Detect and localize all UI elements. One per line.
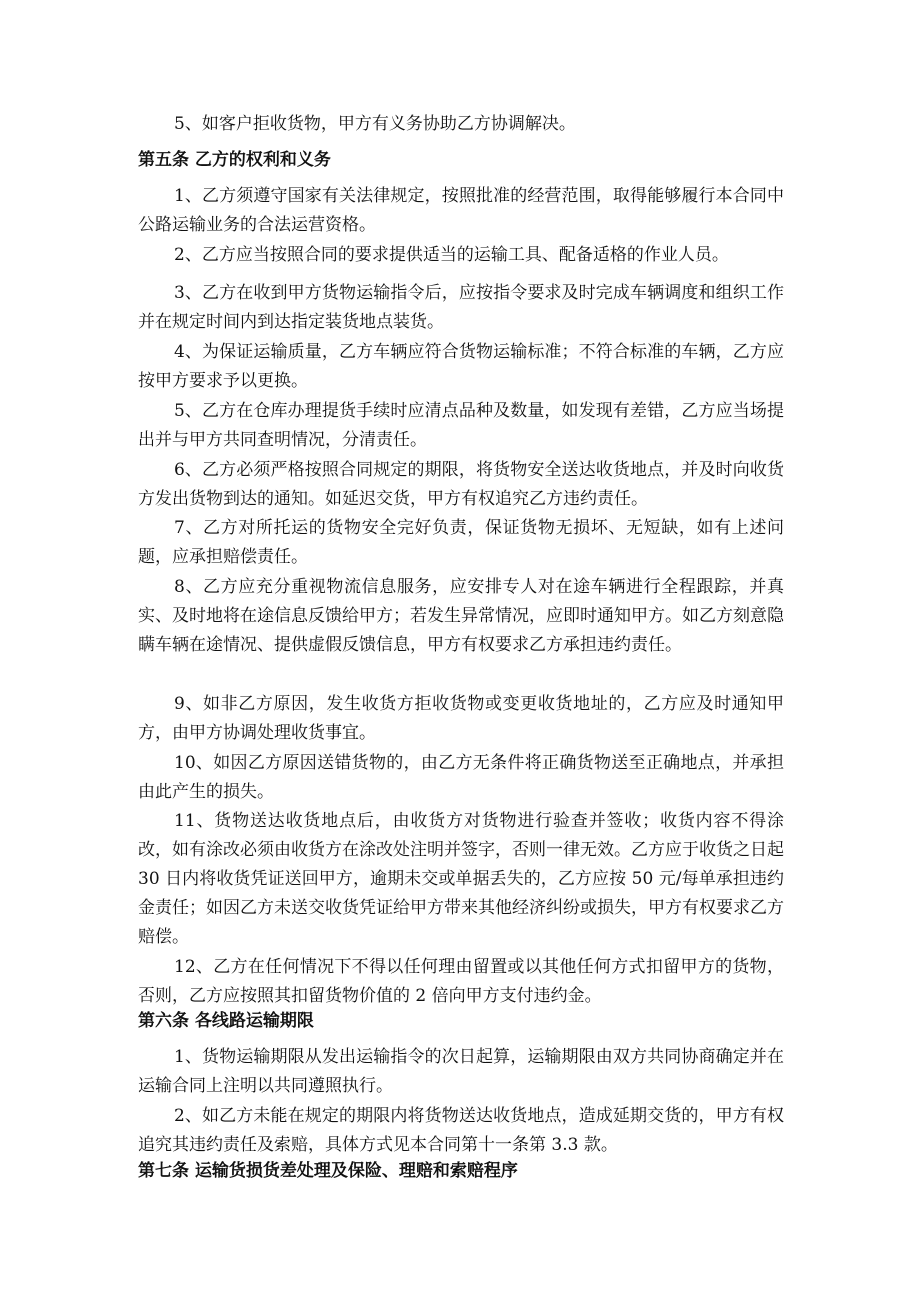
article-7-heading: 第七条 运输货损货差处理及保险、理赔和索赔程序	[138, 1161, 518, 1181]
paragraph-5-10: 10、如因乙方原因送错货物的，由乙方无条件将正确货物送至正确地点，并承担由此产生的损失。	[138, 753, 784, 802]
paragraph-6-2: 2、如乙方未能在规定的期限内将货物送达收货地点，造成延期交货的，甲方有权追究其违约责任及索赔，具体方式见本合同第十一条第 3.3 款。	[138, 1106, 784, 1155]
paragraph-5-11: 11、货物送达收货地点后，由收货方对货物进行验查并签收；收货内容不得涂改，如有涂改必须由收货方在涂改处注明并签字，否则一律无效。乙方应于收货之日起 30 日内将收货凭证送回甲方，逾期未交或单据丢失的，乙方应按 50 元/每单承担违约金责任；如因乙方未送交收货凭证给甲方带来其他经济纠纷或损失，甲方有权要求乙方赔偿。	[138, 811, 784, 947]
paragraph-5-6: 6、乙方必须严格按照合同规定的期限，将货物安全送达收货地点，并及时向收货方发出货物到达的通知。如延迟交货，甲方有权追究乙方违约责任。	[138, 460, 784, 509]
article-6-heading: 第六条 各线路运输期限	[138, 1011, 314, 1031]
paragraph-5-8: 8、乙方应充分重视物流信息服务，应安排专人对在途车辆进行全程跟踪，并真实、及时地将在途信息反馈给甲方；若发生异常情况，应即时通知甲方。如乙方刻意隐瞒车辆在途情况、提供虚假反馈信息，甲方有权要求乙方承担违约责任。	[138, 577, 784, 655]
article-5-heading: 第五条 乙方的权利和义务	[138, 150, 331, 170]
paragraph-5-12: 12、乙方在任何情况下不得以任何理由留置或以其他任何方式扣留甲方的货物，否则，乙方应按照其扣留货物价值的 2 倍向甲方支付违约金。	[138, 957, 784, 1006]
paragraph-5-2: 2、乙方应当按照合同的要求提供适当的运输工具、配备适格的作业人员。	[174, 245, 729, 265]
paragraph-5-4: 4、为保证运输质量，乙方车辆应符合货物运输标准；不符合标准的车辆，乙方应按甲方要求予以更换。	[138, 342, 784, 391]
paragraph-5-9: 9、如非乙方原因，发生收货方拒收货物或变更收货地址的，乙方应及时通知甲方，由甲方协调处理收货事宜。	[138, 694, 784, 743]
paragraph-5-7: 7、乙方对所托运的货物安全完好负责，保证货物无损坏、无短缺，如有上述问题，应承担赔偿责任。	[138, 518, 784, 567]
paragraph-5-5: 5、乙方在仓库办理提货手续时应清点品种及数量，如发现有差错，乙方应当场提出并与甲方共同查明情况，分清责任。	[138, 401, 784, 450]
paragraph-6-1: 1、货物运输期限从发出运输指令的次日起算，运输期限由双方共同协商确定并在运输合同上注明以共同遵照执行。	[138, 1047, 784, 1096]
paragraph-a5: 5、如客户拒收货物，甲方有义务协助乙方协调解决。	[174, 114, 576, 134]
paragraph-5-1: 1、乙方须遵守国家有关法律规定，按照批准的经营范围，取得能够履行本合同中公路运输业务的合法运营资格。	[138, 186, 784, 235]
paragraph-5-3: 3、乙方在收到甲方货物运输指令后，应按指令要求及时完成车辆调度和组织工作并在规定时间内到达指定装货地点装货。	[138, 283, 784, 332]
